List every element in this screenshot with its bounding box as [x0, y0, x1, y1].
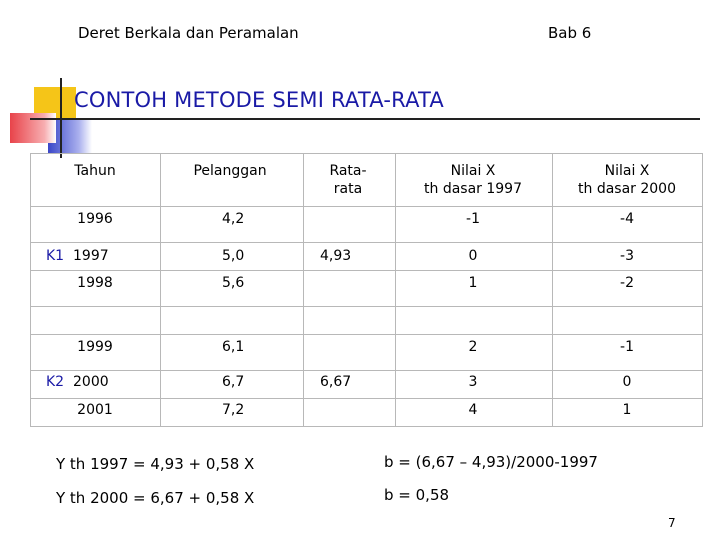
table-col-rule — [160, 153, 161, 427]
equation-b-formula: b = (6,67 – 4,93)/2000-1997 — [384, 453, 598, 471]
table-col-rule — [303, 153, 304, 427]
table-rule — [30, 426, 703, 427]
cell-tahun: 2001 — [77, 402, 113, 418]
cell-x2000: -3 — [620, 248, 634, 264]
cell-tahun: 2000 — [73, 374, 109, 390]
cell-x2000: -1 — [620, 339, 634, 355]
header-rata-rata — [329, 162, 366, 198]
cell-x2000: 1 — [622, 402, 632, 418]
cell-pelanggan: 6,1 — [222, 339, 245, 355]
data-table — [30, 153, 703, 427]
cell-x2000: -4 — [620, 211, 634, 227]
header-tahun: Tahun — [74, 163, 116, 179]
table-rule — [30, 306, 703, 307]
cell-tahun: 1999 — [77, 339, 113, 355]
header-nilai-x-2000 — [578, 162, 676, 198]
table-rule — [30, 334, 703, 335]
cell-pelanggan: 4,2 — [222, 211, 245, 227]
equation-y2000: Y th 2000 = 6,67 + 0,58 X — [56, 489, 255, 507]
header-pelanggan: Pelanggan — [193, 163, 267, 179]
cell-x1997: 4 — [468, 402, 478, 418]
equation-b-value: b = 0,58 — [384, 486, 450, 504]
cell-x1997: 3 — [468, 374, 478, 390]
table-col-rule — [395, 153, 396, 427]
table-col-rule — [552, 153, 553, 427]
table-rule — [30, 242, 703, 243]
group-label-k1: K1 — [46, 248, 65, 264]
cell-x2000: -2 — [620, 275, 634, 291]
table-rule — [30, 153, 703, 154]
header-x1997-line1: Nilai X — [450, 163, 496, 179]
deco-horizontal-line — [30, 118, 700, 120]
header-course-title: Deret Berkala dan Peramalan — [78, 24, 299, 42]
header-nilai-x-1997 — [424, 162, 522, 198]
table-rule — [30, 370, 703, 371]
cell-x1997: 1 — [468, 275, 478, 291]
header-x2000-line1: Nilai X — [604, 163, 650, 179]
table-rule — [30, 398, 703, 399]
page-title: CONTOH METODE SEMI RATA-RATA — [74, 88, 444, 112]
cell-tahun: 1996 — [77, 211, 113, 227]
equation-y1997: Y th 1997 = 4,93 + 0,58 X — [56, 455, 255, 473]
cell-x2000: 0 — [622, 374, 632, 390]
cell-pelanggan: 5,0 — [222, 248, 245, 264]
table-col-rule — [30, 153, 31, 427]
cell-pelanggan: 7,2 — [222, 402, 245, 418]
cell-rata-rata: 4,93 — [320, 248, 352, 264]
cell-x1997: 2 — [468, 339, 478, 355]
cell-tahun: 1997 — [73, 248, 109, 264]
page-number: 7 — [668, 516, 676, 530]
cell-pelanggan: 6,7 — [222, 374, 245, 390]
cell-x1997: 0 — [468, 248, 478, 264]
group-label-k2: K2 — [46, 374, 65, 390]
table-col-rule — [702, 153, 703, 427]
table-rule — [30, 270, 703, 271]
table-rule — [30, 206, 703, 207]
header-x2000-line2: th dasar 2000 — [578, 181, 676, 197]
cell-rata-rata: 6,67 — [320, 374, 352, 390]
header-x1997-line2: th dasar 1997 — [424, 181, 522, 197]
cell-x1997: -1 — [466, 211, 480, 227]
header-rata-line2: rata — [333, 181, 363, 197]
cell-pelanggan: 5,6 — [222, 275, 245, 291]
header-rata-line1: Rata- — [329, 163, 367, 179]
cell-tahun: 1998 — [77, 275, 113, 291]
header-chapter: Bab 6 — [548, 24, 592, 42]
